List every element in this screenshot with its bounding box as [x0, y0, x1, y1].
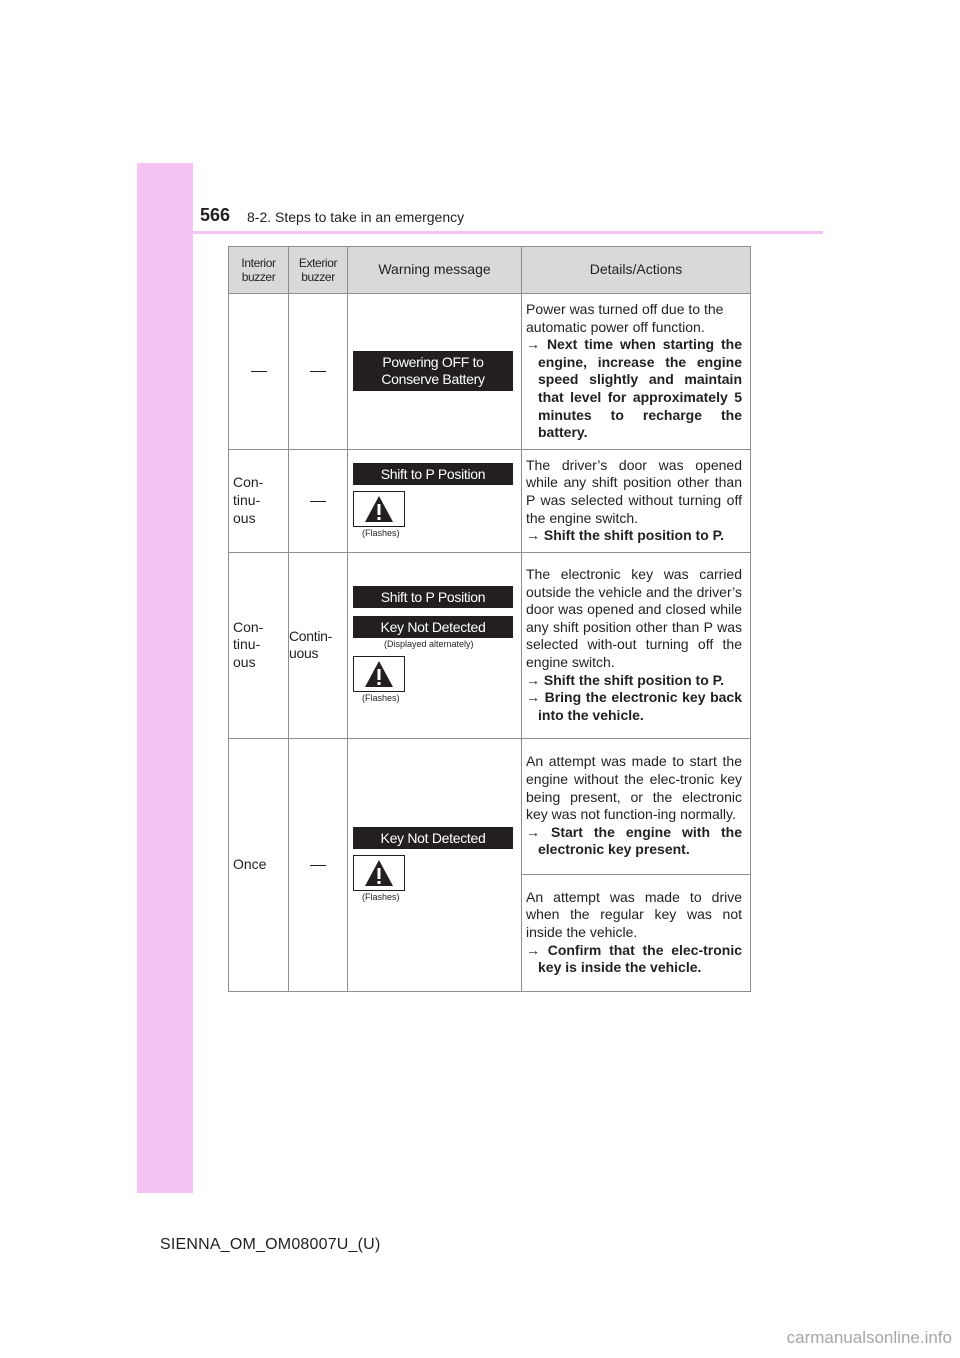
header-details-actions: Details/Actions: [522, 247, 751, 294]
action-text: → Confirm that the elec-tronic key is inside the vehicle.: [526, 941, 742, 976]
warning-message-cell: [348, 738, 522, 991]
exterior-buzzer-cell: [289, 294, 348, 450]
table-row: [229, 738, 751, 874]
warning-message-cell: [348, 449, 522, 552]
dash-mark: [310, 865, 326, 866]
warning-triangle-icon: [353, 656, 405, 692]
warning-message-cell: [348, 552, 522, 738]
action-text: → Shift the shift position to P.: [526, 527, 725, 544]
section-title: 8-2. Steps to take in an emergency: [247, 209, 465, 225]
page-number: 566: [200, 205, 231, 225]
details-cell: [522, 294, 751, 450]
header-exterior-buzzer: Exterior buzzer: [289, 247, 348, 294]
flash-caption: (Flashes): [362, 891, 400, 902]
alternate-caption: (Displayed alternately): [384, 639, 474, 650]
details-text: An attempt was made to drive when the regular key was not inside the vehicle.: [526, 888, 742, 940]
interior-buzzer-cell: Con- tinu- ous: [229, 552, 289, 738]
warning-triangle-icon: [353, 855, 405, 891]
flash-caption: (Flashes): [362, 527, 400, 538]
chapter-color-band: [137, 163, 193, 1193]
lcd-message: Powering OFF to Conserve Battery: [353, 351, 513, 391]
table-row: [229, 552, 751, 738]
dash-mark: [310, 371, 326, 372]
dash-mark: [310, 501, 326, 502]
action-text: → Start the engine with the electronic key present.: [526, 823, 742, 858]
details-text: Power was turned off due to the automatic power off function.: [526, 301, 724, 335]
warning-message-table: [228, 246, 751, 992]
details-cell: [522, 874, 751, 991]
table-header-row: [229, 247, 751, 294]
lcd-message: Key Not Detected: [353, 616, 513, 638]
exterior-buzzer-cell: [289, 738, 348, 991]
details-text: The driver’s door was opened while any shift position other than P was selected without turning off the engine switch.: [526, 456, 742, 526]
exterior-buzzer-cell: Contin- uous: [289, 552, 348, 738]
lcd-message: Key Not Detected: [353, 827, 513, 849]
header-warning-message: Warning message: [348, 247, 522, 294]
warning-triangle-icon: [353, 491, 405, 527]
details-cell: [522, 738, 751, 874]
table-row: [229, 294, 751, 450]
document-code: SIENNA_OM_OM08007U_(U): [160, 1236, 381, 1253]
dash-mark: [251, 371, 267, 372]
lcd-message: Shift to P Position: [353, 586, 513, 608]
action-text: → Next time when starting the engine, increase the engine speed slightly and maintain that level for approximately 5 minutes to recharge the battery.: [526, 336, 742, 441]
action-text: → Shift the shift position to P.: [526, 671, 725, 688]
details-text: An attempt was made to start the engine without the elec-tronic key being present, or the electronic key was not function-ing normally.: [526, 753, 742, 823]
action-text: → Bring the electronic key back into the vehicle.: [526, 689, 742, 723]
details-cell: [522, 449, 751, 552]
header-rule: [137, 231, 823, 234]
interior-buzzer-cell: Once: [229, 738, 289, 991]
exterior-buzzer-cell: [289, 449, 348, 552]
interior-buzzer-cell: [229, 294, 289, 450]
header-interior-buzzer: Interior buzzer: [229, 247, 289, 294]
interior-buzzer-cell: Con- tinu- ous: [229, 449, 289, 552]
lcd-message: Shift to P Position: [353, 463, 513, 485]
details-text: The electronic key was carried outside the vehicle and the driver’s door was opened and closed while any shift position other than P was selected with-out turning off the engine switch.: [526, 566, 742, 671]
flash-caption: (Flashes): [362, 693, 400, 704]
warning-message-cell: [348, 294, 522, 450]
watermark: carmanualsonline.info: [786, 1328, 952, 1347]
table-row: [229, 449, 751, 552]
details-cell: [522, 552, 751, 738]
